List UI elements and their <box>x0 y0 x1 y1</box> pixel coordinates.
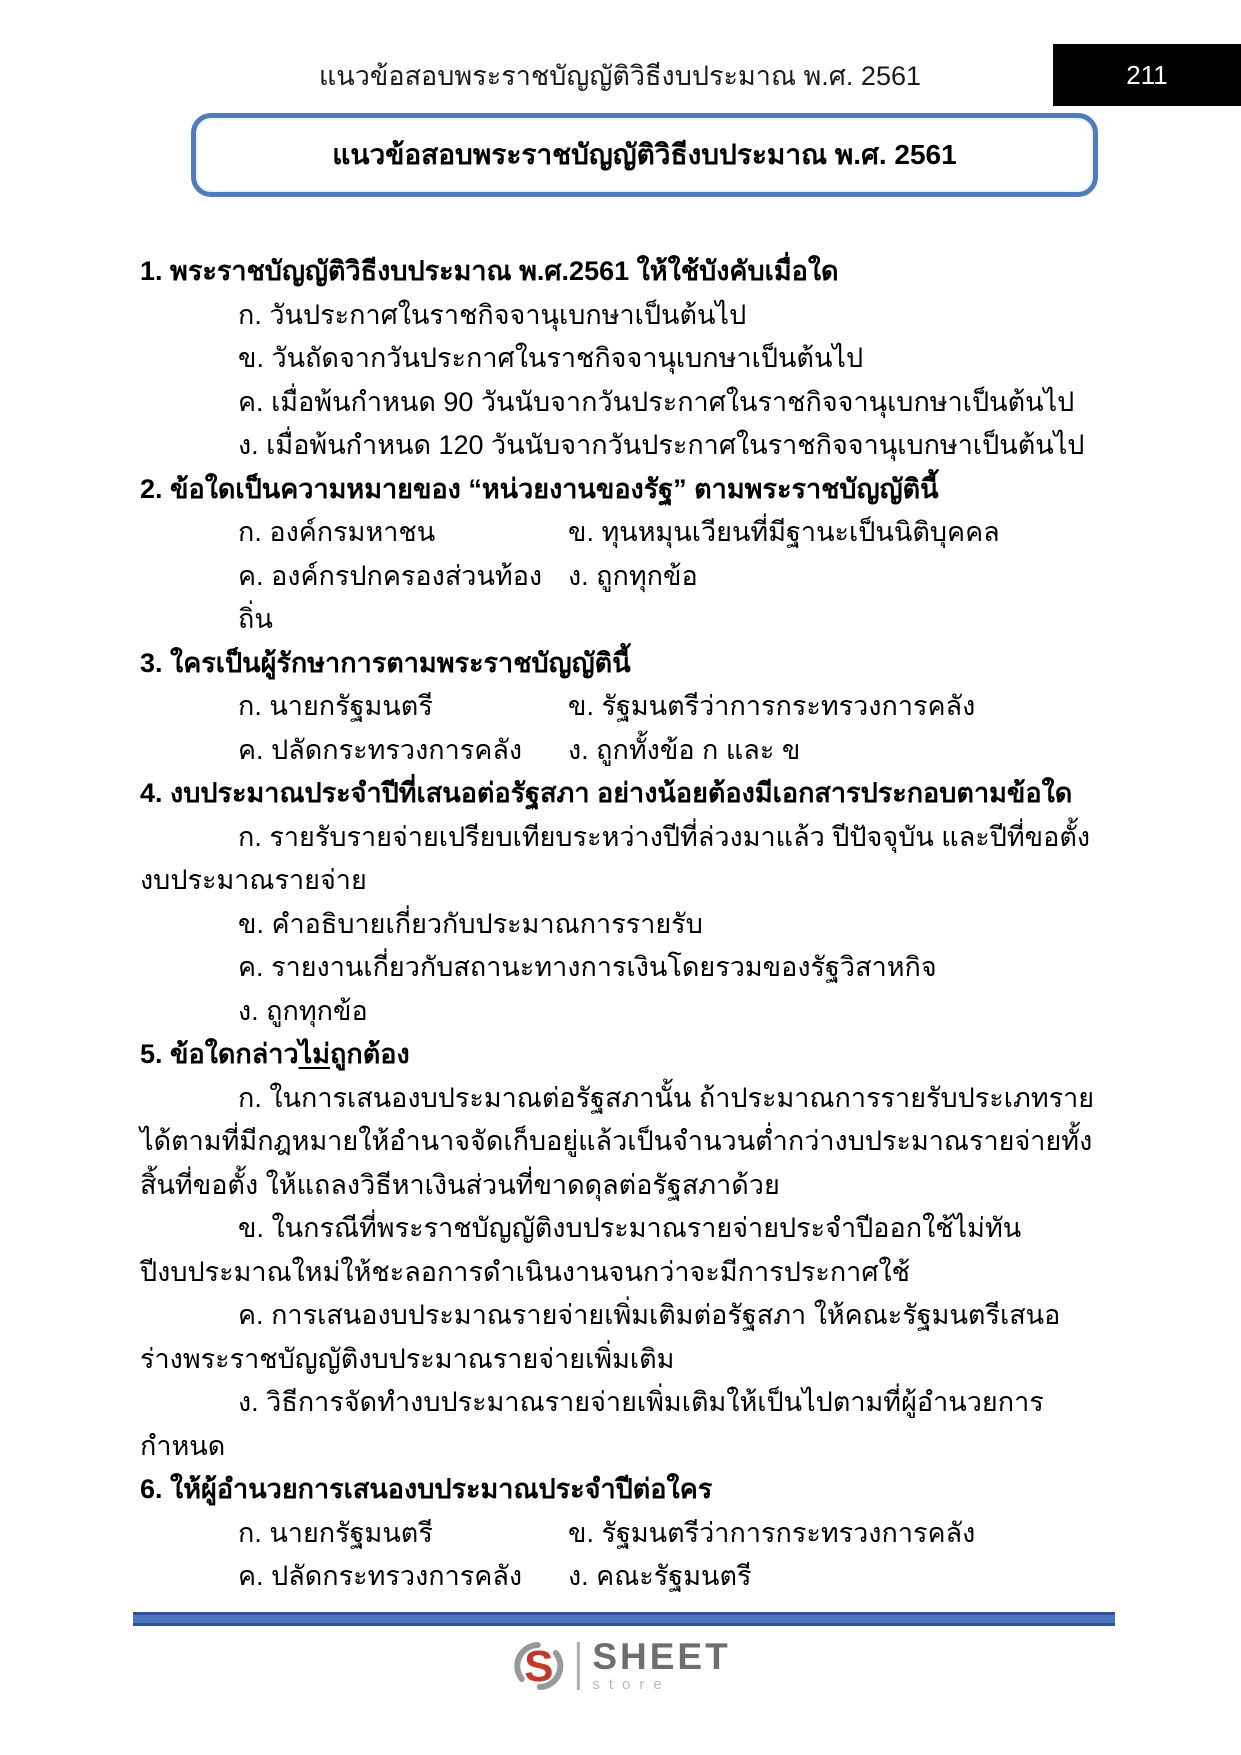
question-2-option-d: ง. ถูกทุกข้อ <box>568 560 698 591</box>
page-number: 211 <box>1126 59 1168 90</box>
question-1-option-c: ค. เมื่อพ้นกำหนด 90 วันนับจากวันประกาศในราชกิจจานุเบกษาเป็นต้นไป <box>238 386 1075 417</box>
question-1-heading: 1. พระราชบัญญัติวิธีงบประมาณ พ.ศ.2561 ให้ใช้บังคับเมื่อใด <box>140 256 839 286</box>
question-4-option-b: ข. คำอธิบายเกี่ยวกับประมาณการรายรับ <box>238 908 703 939</box>
question-3-option-d: ง. ถูกทั้งข้อ ก และ ข <box>568 734 801 765</box>
question-6-option-d: ง. คณะรัฐมนตรี <box>568 1561 752 1591</box>
question-4-option-a: ก. รายรับรายจ่ายเปรียบเทียบระหว่างปีที่ล่วงมาแล้ว ปีปัจจุบัน และปีที่ขอตั้งงบประมาณรายจ่าย <box>140 821 1091 895</box>
question-5-option-b: ข. ในกรณีที่พระราชบัญญัติงบประมาณรายจ่ายประจำปีออกใช้ไม่ทันปีงบประมาณใหม่ให้ชะลอการดำเนินงานจนกว่าจะมีการประกาศใช้ <box>140 1213 1022 1287</box>
page-header <box>0 44 1241 106</box>
question-3-option-a: ก. นายกรัฐมนตรี <box>238 691 433 721</box>
title-box <box>191 113 1098 197</box>
page-number-box <box>1053 44 1241 106</box>
question-6-option-b: ข. รัฐมนตรีว่าการกระทรวงการคลัง <box>568 1517 976 1548</box>
question-3-option-b: ข. รัฐมนตรีว่าการกระทรวงการคลัง <box>568 691 976 721</box>
logo-divider <box>576 1642 579 1690</box>
question-2-options-row-1 <box>140 511 1101 555</box>
sheet-store-logo <box>510 1635 731 1694</box>
question-3-heading: 3. ใครเป็นผู้รักษาการตามพระราชบัญญัตินี้ <box>140 647 631 678</box>
header-doc-title: แนวข้อสอบพระราชบัญญัติวิธีงบประมาณ พ.ศ. 2561 <box>318 60 921 91</box>
question-5-option-d: ง. วิธีการจัดทำงบประมาณรายจ่ายเพิ่มเติมให้เป็นไปตามที่ผู้อำนวยการกำหนด <box>140 1387 1044 1461</box>
sheet-store-logo-icon <box>510 1638 566 1694</box>
question-6-option-c: ค. ปลัดกระทรวงการคลัง <box>238 1561 523 1591</box>
question-6-heading: 6. ให้ผู้อำนวยการเสนองบประมาณประจำปีต่อใคร <box>140 1474 713 1504</box>
question-6-options-row-2 <box>140 1555 1101 1599</box>
logo-title: SHEET <box>592 1635 731 1677</box>
question-5-heading <box>140 1033 1101 1077</box>
question-3-options-row-2 <box>140 729 1101 773</box>
questions-content <box>140 250 1101 1599</box>
question-1-option-a: ก. วันประกาศในราชกิจจานุเบกษาเป็นต้นไป <box>238 299 747 330</box>
question-2-option-c: ค. องค์กรปกครองส่วนท้องถิ่น <box>238 560 543 634</box>
question-1-option-b: ข. วันถัดจากวันประกาศในราชกิจจานุเบกษาเป็นต้นไป <box>238 343 864 373</box>
question-4-heading: 4. งบประมาณประจำปีที่เสนอต่อรัฐสภา อย่างน้อยต้องมีเอกสารประกอบตามข้อใด <box>140 778 1073 808</box>
question-5-heading-suffix: ถูกต้อง <box>330 1039 410 1069</box>
question-5-option-a: ก. ในการเสนองบประมาณต่อรัฐสภานั้น ถ้าประมาณการรายรับประเภทรายได้ตามที่มีกฎหมายให้อำนาจจัดเก็บอยู่แล้วเป็นจำนวนต่ำกว่างบประมาณรายจ่ายทั้งสิ้นที่ขอตั้ง ให้แถลงวิธีหาเงินส่วนที่ขาดดุลต่อรัฐสภาด้วย <box>140 1082 1095 1200</box>
question-2-heading: 2. ข้อใดเป็นความหมายของ “หน่วยงานของรัฐ” ตามพระราชบัญญัตินี้ <box>140 473 939 504</box>
question-3-option-c: ค. ปลัดกระทรวงการคลัง <box>238 734 523 765</box>
svg-text:S: S <box>523 1642 553 1691</box>
question-5-heading-prefix: 5. ข้อใดกล่าว <box>140 1039 299 1069</box>
title-box-text: แนวข้อสอบพระราชบัญญัติวิธีงบประมาณ พ.ศ. 2561 <box>332 139 957 170</box>
question-2-option-b: ข. ทุนหมุนเวียนที่มีฐานะเป็นนิติบุคคล <box>568 517 1000 547</box>
logo-text <box>592 1635 731 1693</box>
question-4-option-c: ค. รายงานเกี่ยวกับสถานะทางการเงินโดยรวมของรัฐวิสาหกิจ <box>238 952 937 982</box>
question-1-option-d: ง. เมื่อพ้นกำหนด 120 วันนับจากวันประกาศในราชกิจจานุเบกษาเป็นต้นไป <box>238 430 1085 460</box>
question-6-options-row-1 <box>140 1512 1101 1556</box>
question-3-options-row-1 <box>140 685 1101 729</box>
logo-subtitle: store <box>592 1675 671 1693</box>
question-5-heading-underlined-word: ไม่ <box>298 1039 331 1069</box>
question-6-option-a: ก. นายกรัฐมนตรี <box>238 1517 433 1548</box>
footer-divider-bar <box>133 1612 1115 1626</box>
question-2-options-row-2 <box>140 555 1101 642</box>
question-5-option-c: ค. การเสนองบประมาณรายจ่ายเพิ่มเติมต่อรัฐสภา ให้คณะรัฐมนตรีเสนอร่างพระราชบัญญัติงบประมาณรายจ่ายเพิ่มเติม <box>140 1300 1061 1374</box>
question-4-option-d: ง. ถูกทุกข้อ <box>238 995 368 1026</box>
question-2-option-a: ก. องค์กรมหาชน <box>238 517 436 547</box>
